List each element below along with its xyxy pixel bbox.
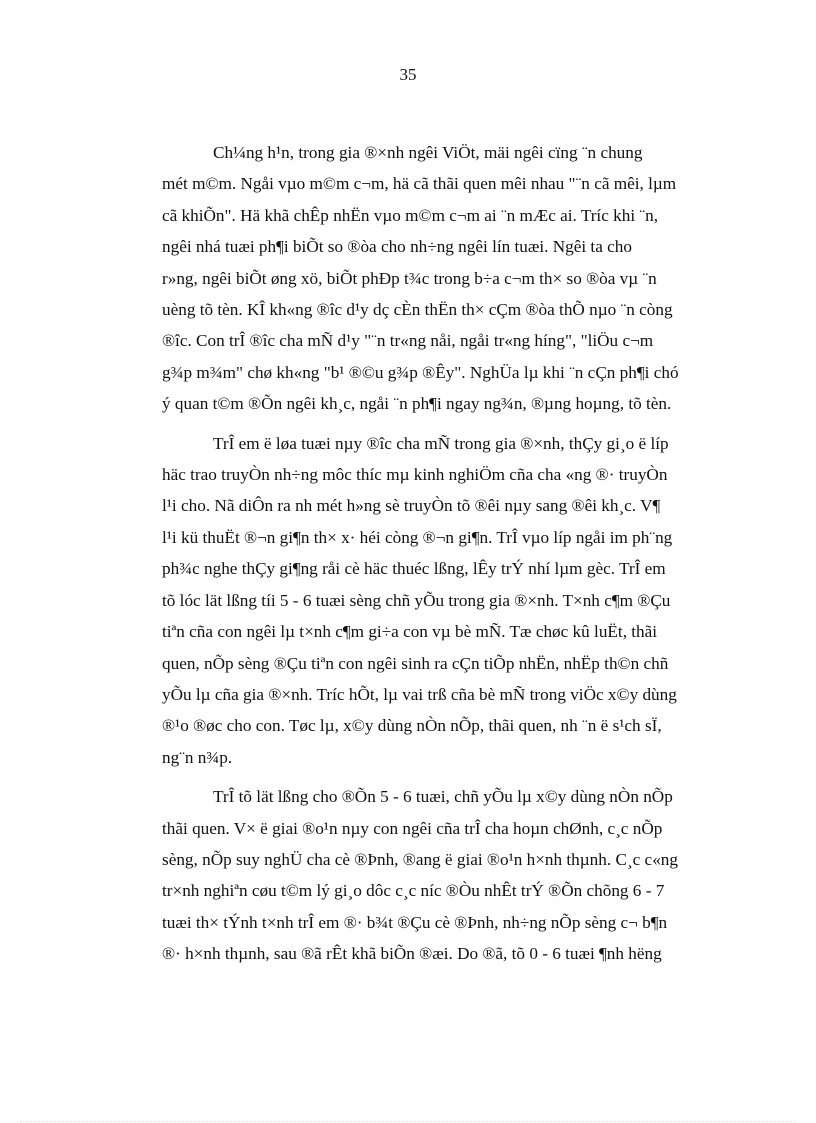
text-line: uèng tõ tèn. KÎ kh«ng ®îc d¹y dç cÈn thËn th× cÇm ®òa thÕ nµo ¨n còng <box>162 300 673 320</box>
text-line: r»ng, ngêi biÕt øng xö, biÕt phÐp t¾c trong b÷a c¬m th× so ®òa vµ ¨n <box>162 268 657 288</box>
paragraph-3 <box>162 781 739 969</box>
text-line: mét m©m. Ngåi vµo m©m c¬m, hä cã thãi quen mêi nhau "¨n cã mêi, lµm <box>162 174 677 194</box>
text-line: TrÎ em ë løa tuæi nµy ®îc cha mÑ trong gia ®×nh, thÇy gi¸o ë líp <box>213 433 669 453</box>
paragraph-1 <box>162 137 739 420</box>
text-line: tõ lóc lät lßng tíi 5 - 6 tuæi sèng chñ yÕu trong gia ®×nh. T×nh c¶m ®Çu <box>162 590 671 610</box>
text-line: tiªn cña con ngêi lµ t×nh c¶m gi÷a con vµ bè mÑ. Tæ chøc kû luËt, thãi <box>162 622 658 642</box>
paragraph-2 <box>162 428 739 773</box>
text-line: ng¨n n¾p. <box>162 747 233 767</box>
text-line: ngêi nhá tuæi ph¶i biÕt so ®òa cho nh÷ng ngêi lín tuæi. Ngêi ta cho <box>162 237 632 257</box>
text-line: ph¾c nghe thÇy gi¶ng råi cè häc thuéc lßng, lÊy trÝ nhí lµm gèc. TrÎ em <box>162 559 666 579</box>
text-line: ®îc. Con trÎ ®îc cha mÑ d¹y "¨n tr«ng nåi, ngåi tr«ng híng", "liÖu c¬m <box>162 331 654 351</box>
text-line: quen, nÕp sèng ®Çu tiªn con ngêi sinh ra cÇn tiÕp nhËn, nhËp th©n chñ <box>162 653 669 673</box>
text-line: Ch¼ng h¹n, trong gia ®×nh ngêi ViÖt, mäi ngêi cïng ¨n chung <box>213 143 643 162</box>
body-text <box>162 137 739 970</box>
page-number: 35 <box>399 65 417 84</box>
text-line: ®· h×nh thµnh, sau ®ã rÊt khã biÕn ®æi. Do ®ã, tõ 0 - 6 tuæi ¶nh hëng <box>162 944 662 964</box>
text-line: ®¹o ®øc cho con. Tøc lµ, x©y dùng nÒn nÕp, thãi quen, nh ¨n ë s¹ch sÏ, <box>162 716 662 736</box>
text-line: yÕu lµ cña gia ®×nh. Tríc hÕt, lµ vai trß cña bè mÑ trong viÖc x©y dùng <box>162 684 677 704</box>
text-line: ý quan t©m ®Õn ngêi kh¸c, ngåi ¨n ph¶i ngay ng¾n, ®µng hoµng, tõ tèn. <box>162 394 672 414</box>
text-line: l¹i kü thuËt ®¬n gi¶n th× x· héi còng ®¬n gi¶n. TrÎ vµo líp ngåi im ph¨ng <box>162 527 673 547</box>
text-line: g¾p m¾m" chø kh«ng "b¹ ®©u g¾p ®Êy". NghÜa lµ khi ¨n cÇn ph¶i chó <box>162 362 679 382</box>
text-line: TrÎ tõ lät lßng cho ®Õn 5 - 6 tuæi, chñ yÕu lµ x©y dùng nÒn nÕp <box>213 787 673 807</box>
text-line: sèng, nÕp suy nghÜ cha cè ®Þnh, ®ang ë giai ®o¹n h×nh thµnh. C¸c c«ng <box>162 849 678 869</box>
text-line: l¹i cho. Nã diÔn ra nh mét h»ng sè truyÒn tõ ®êi nµy sang ®êi kh¸c. V¶ <box>162 496 661 516</box>
text-line: cã khiÕn". Hä khã chÊp nhËn vµo m©m c¬m ai ¨n mÆc ai. Tríc khi ¨n, <box>162 205 659 225</box>
text-line: tuæi th× tÝnh t×nh trÎ em ®· b¾t ®Çu cè ®Þnh, nh÷ng nÕp sèng c¬ b¶n <box>162 912 668 932</box>
text-line: tr×nh nghiªn cøu t©m lý gi¸o dôc c¸c níc ®Òu nhÊt trÝ ®Õn chõng 6 - 7 <box>162 881 665 901</box>
text-line: häc trao truyÒn nh÷ng môc thíc mµ kinh nghiÖm cña cha «ng ®· truyÒn <box>162 465 668 485</box>
page-bottom-edge <box>20 1121 796 1122</box>
text-line: thãi quen. V× ë giai ®o¹n nµy con ngêi cña trÎ cha hoµn chØnh, c¸c nÕp <box>162 818 663 838</box>
